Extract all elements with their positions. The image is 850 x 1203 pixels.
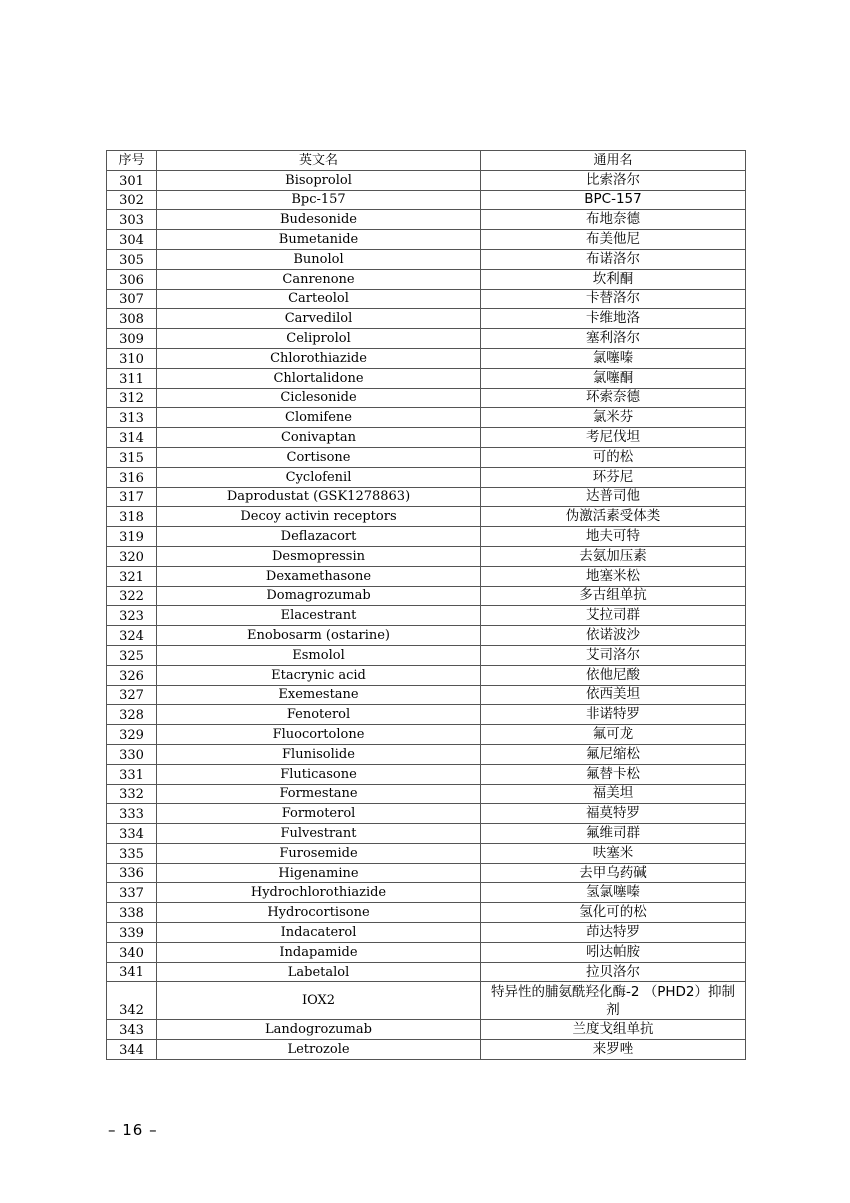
- table-row: [107, 764, 746, 784]
- table-row: [107, 269, 746, 289]
- common-name-cell: 来罗唑: [481, 1040, 746, 1060]
- common-name-cell: 去甲乌药碱: [481, 863, 746, 883]
- common-name-cell: 呋塞米: [481, 843, 746, 863]
- common-name-cell: 可的松: [481, 447, 746, 467]
- common-name-cell: 非诺特罗: [481, 705, 746, 725]
- common-name-cell: 氟尼缩松: [481, 744, 746, 764]
- english-name-cell: Esmolol: [157, 645, 481, 665]
- table-row: [107, 467, 746, 487]
- english-name-cell: Hydrochlorothiazide: [157, 883, 481, 903]
- serial-number-cell: 301: [107, 170, 157, 190]
- serial-number-cell: 307: [107, 289, 157, 309]
- serial-number-cell: 326: [107, 665, 157, 685]
- serial-number-cell: 339: [107, 923, 157, 943]
- english-name-cell: Flunisolide: [157, 744, 481, 764]
- english-name-cell: Formoterol: [157, 804, 481, 824]
- table-row: [107, 190, 746, 210]
- english-name-cell: Desmopressin: [157, 546, 481, 566]
- english-name-cell: Carvedilol: [157, 309, 481, 329]
- english-name-cell: Canrenone: [157, 269, 481, 289]
- table-row: [107, 586, 746, 606]
- table-row: [107, 744, 746, 764]
- table-row: [107, 309, 746, 329]
- table-body: [107, 170, 746, 1059]
- table-row: [107, 210, 746, 230]
- header-serial-number: 序号: [107, 151, 157, 171]
- serial-number-cell: 308: [107, 309, 157, 329]
- serial-number-cell: 328: [107, 705, 157, 725]
- serial-number-cell: 325: [107, 645, 157, 665]
- english-name-cell: Bpc-157: [157, 190, 481, 210]
- table-row: [107, 447, 746, 467]
- serial-number-cell: 316: [107, 467, 157, 487]
- english-name-cell: Chlorothiazide: [157, 348, 481, 368]
- table-row: [107, 329, 746, 349]
- serial-number-cell: 318: [107, 507, 157, 527]
- table-row: [107, 289, 746, 309]
- table-row: [107, 962, 746, 982]
- english-name-cell: Conivaptan: [157, 428, 481, 448]
- common-name-cell: 环芬尼: [481, 467, 746, 487]
- serial-number-cell: 335: [107, 843, 157, 863]
- english-name-cell: Celiprolol: [157, 329, 481, 349]
- serial-number-cell: 329: [107, 725, 157, 745]
- table-row: [107, 408, 746, 428]
- table-row: [107, 428, 746, 448]
- common-name-cell: 伪激活素受体类: [481, 507, 746, 527]
- table-row: [107, 527, 746, 547]
- serial-number-cell: 304: [107, 230, 157, 250]
- english-name-cell: Furosemide: [157, 843, 481, 863]
- serial-number-cell: 315: [107, 447, 157, 467]
- english-name-cell: Cortisone: [157, 447, 481, 467]
- english-name-cell: Dexamethasone: [157, 566, 481, 586]
- english-name-cell: Etacrynic acid: [157, 665, 481, 685]
- serial-number-cell: 321: [107, 566, 157, 586]
- common-name-cell: 氟替卡松: [481, 764, 746, 784]
- english-name-cell: Cyclofenil: [157, 467, 481, 487]
- common-name-cell: 氟维司群: [481, 824, 746, 844]
- english-name-cell: Higenamine: [157, 863, 481, 883]
- table-row: [107, 368, 746, 388]
- common-name-cell: 布地奈德: [481, 210, 746, 230]
- common-name-cell: 考尼伐坦: [481, 428, 746, 448]
- english-name-cell: Clomifene: [157, 408, 481, 428]
- english-name-cell: Fenoterol: [157, 705, 481, 725]
- common-name-cell: 依诺波沙: [481, 626, 746, 646]
- table-row: [107, 863, 746, 883]
- serial-number-cell: 340: [107, 942, 157, 962]
- common-name-cell: 氯噻酮: [481, 368, 746, 388]
- serial-number-cell: 343: [107, 1020, 157, 1040]
- table-row: [107, 487, 746, 507]
- common-name-cell: 多古组单抗: [481, 586, 746, 606]
- serial-number-cell: 337: [107, 883, 157, 903]
- common-name-cell: BPC-157: [481, 190, 746, 210]
- serial-number-cell: 309: [107, 329, 157, 349]
- common-name-cell: 去氨加压素: [481, 546, 746, 566]
- table-row: [107, 606, 746, 626]
- serial-number-cell: 330: [107, 744, 157, 764]
- english-name-cell: Bumetanide: [157, 230, 481, 250]
- header-english-name: 英文名: [157, 151, 481, 171]
- common-name-cell: 特异性的脯氨酰羟化酶-2 （PHD2）抑制剂: [481, 982, 746, 1020]
- serial-number-cell: 323: [107, 606, 157, 626]
- table-row: [107, 883, 746, 903]
- table-row: [107, 705, 746, 725]
- english-name-cell: Fluocortolone: [157, 725, 481, 745]
- table-row: [107, 230, 746, 250]
- serial-number-cell: 342: [107, 982, 157, 1020]
- english-name-cell: Enobosarm (ostarine): [157, 626, 481, 646]
- common-name-cell: 氟可龙: [481, 725, 746, 745]
- common-name-cell: 氢氯噻嗪: [481, 883, 746, 903]
- table-row: [107, 626, 746, 646]
- common-name-cell: 福美坦: [481, 784, 746, 804]
- page-number: – 16 –: [108, 1121, 158, 1139]
- common-name-cell: 达普司他: [481, 487, 746, 507]
- serial-number-cell: 317: [107, 487, 157, 507]
- serial-number-cell: 313: [107, 408, 157, 428]
- common-name-cell: 吲达帕胺: [481, 942, 746, 962]
- english-name-cell: Formestane: [157, 784, 481, 804]
- table-row: [107, 348, 746, 368]
- serial-number-cell: 327: [107, 685, 157, 705]
- serial-number-cell: 331: [107, 764, 157, 784]
- common-name-cell: 茚达特罗: [481, 923, 746, 943]
- common-name-cell: 环索奈德: [481, 388, 746, 408]
- table-row: [107, 249, 746, 269]
- english-name-cell: Daprodustat (GSK1278863): [157, 487, 481, 507]
- common-name-cell: 氢化可的松: [481, 903, 746, 923]
- serial-number-cell: 338: [107, 903, 157, 923]
- serial-number-cell: 336: [107, 863, 157, 883]
- table-row: [107, 843, 746, 863]
- table-row: [107, 1040, 746, 1060]
- table-row: [107, 725, 746, 745]
- english-name-cell: Indapamide: [157, 942, 481, 962]
- serial-number-cell: 311: [107, 368, 157, 388]
- serial-number-cell: 312: [107, 388, 157, 408]
- english-name-cell: Chlortalidone: [157, 368, 481, 388]
- serial-number-cell: 319: [107, 527, 157, 547]
- english-name-cell: Landogrozumab: [157, 1020, 481, 1040]
- table-row: [107, 507, 746, 527]
- table-row: [107, 923, 746, 943]
- serial-number-cell: 324: [107, 626, 157, 646]
- common-name-cell: 塞利洛尔: [481, 329, 746, 349]
- table-row: [107, 982, 746, 1020]
- english-name-cell: Bunolol: [157, 249, 481, 269]
- drug-table: [106, 150, 746, 1060]
- english-name-cell: IOX2: [157, 982, 481, 1020]
- english-name-cell: Bisoprolol: [157, 170, 481, 190]
- english-name-cell: Indacaterol: [157, 923, 481, 943]
- serial-number-cell: 322: [107, 586, 157, 606]
- english-name-cell: Exemestane: [157, 685, 481, 705]
- english-name-cell: Budesonide: [157, 210, 481, 230]
- common-name-cell: 艾司洛尔: [481, 645, 746, 665]
- english-name-cell: Hydrocortisone: [157, 903, 481, 923]
- common-name-cell: 氯噻嗪: [481, 348, 746, 368]
- common-name-cell: 布美他尼: [481, 230, 746, 250]
- serial-number-cell: 320: [107, 546, 157, 566]
- table-row: [107, 546, 746, 566]
- common-name-cell: 地塞米松: [481, 566, 746, 586]
- common-name-cell: 布诺洛尔: [481, 249, 746, 269]
- table-row: [107, 784, 746, 804]
- english-name-cell: Letrozole: [157, 1040, 481, 1060]
- english-name-cell: Deflazacort: [157, 527, 481, 547]
- serial-number-cell: 344: [107, 1040, 157, 1060]
- common-name-cell: 坎利酮: [481, 269, 746, 289]
- table-row: [107, 685, 746, 705]
- common-name-cell: 比索洛尔: [481, 170, 746, 190]
- english-name-cell: Ciclesonide: [157, 388, 481, 408]
- serial-number-cell: 332: [107, 784, 157, 804]
- table-header-row: [107, 151, 746, 171]
- table-row: [107, 804, 746, 824]
- table-row: [107, 903, 746, 923]
- table-row: [107, 170, 746, 190]
- common-name-cell: 卡维地洛: [481, 309, 746, 329]
- table-row: [107, 665, 746, 685]
- serial-number-cell: 333: [107, 804, 157, 824]
- table-row: [107, 824, 746, 844]
- serial-number-cell: 305: [107, 249, 157, 269]
- table-row: [107, 566, 746, 586]
- table-row: [107, 1020, 746, 1040]
- serial-number-cell: 303: [107, 210, 157, 230]
- table-row: [107, 942, 746, 962]
- common-name-cell: 依西美坦: [481, 685, 746, 705]
- english-name-cell: Labetalol: [157, 962, 481, 982]
- serial-number-cell: 334: [107, 824, 157, 844]
- serial-number-cell: 314: [107, 428, 157, 448]
- english-name-cell: Domagrozumab: [157, 586, 481, 606]
- serial-number-cell: 310: [107, 348, 157, 368]
- common-name-cell: 拉贝洛尔: [481, 962, 746, 982]
- header-common-name: 通用名: [481, 151, 746, 171]
- table-row: [107, 388, 746, 408]
- serial-number-cell: 302: [107, 190, 157, 210]
- common-name-cell: 卡替洛尔: [481, 289, 746, 309]
- common-name-cell: 依他尼酸: [481, 665, 746, 685]
- serial-number-cell: 341: [107, 962, 157, 982]
- english-name-cell: Carteolol: [157, 289, 481, 309]
- common-name-cell: 兰度戈组单抗: [481, 1020, 746, 1040]
- common-name-cell: 氯米芬: [481, 408, 746, 428]
- common-name-cell: 艾拉司群: [481, 606, 746, 626]
- table-row: [107, 645, 746, 665]
- common-name-cell: 福莫特罗: [481, 804, 746, 824]
- english-name-cell: Decoy activin receptors: [157, 507, 481, 527]
- english-name-cell: Fluticasone: [157, 764, 481, 784]
- english-name-cell: Elacestrant: [157, 606, 481, 626]
- english-name-cell: Fulvestrant: [157, 824, 481, 844]
- serial-number-cell: 306: [107, 269, 157, 289]
- common-name-cell: 地夫可特: [481, 527, 746, 547]
